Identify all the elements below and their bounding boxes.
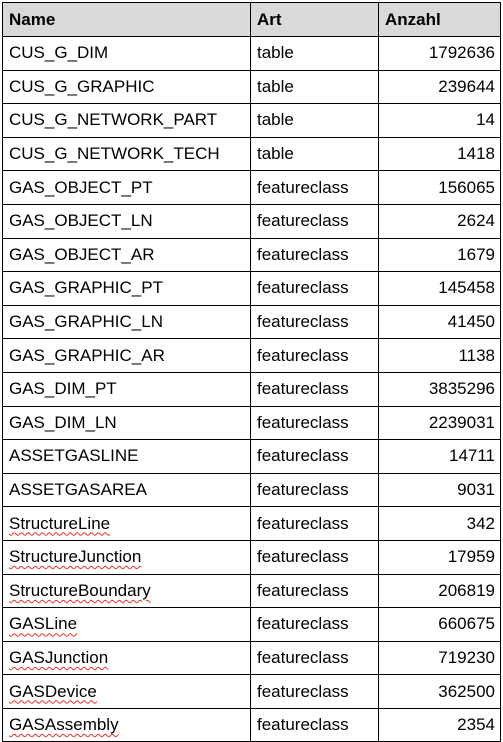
name-text: GAS_DIM_PT [9,379,117,399]
table-row [3,305,501,339]
cell-count: 1679 [379,238,501,272]
cell-art: featureclass [251,305,379,339]
cell-name [3,540,251,574]
cell-art: featureclass [251,440,379,474]
cell-name [3,473,251,507]
cell-count: 41450 [379,305,501,339]
cell-name [3,305,251,339]
cell-count: 1138 [379,339,501,373]
cell-name [3,104,251,138]
table-row [3,204,501,238]
name-text: CUS_G_GRAPHIC [9,76,155,96]
header-art: Art [251,3,379,37]
table-row [3,641,501,675]
cell-art: table [251,37,379,71]
cell-count: 145458 [379,272,501,306]
name-text: GAS_GRAPHIC_PT [9,278,163,298]
name-text: GAS_OBJECT_LN [9,211,153,231]
cell-art: featureclass [251,540,379,574]
cell-name [3,204,251,238]
name-text: StructureLine [9,513,111,533]
cell-count: 2624 [379,204,501,238]
table-row [3,37,501,71]
cell-count: 2354 [379,708,501,742]
name-text: GASJunction [9,647,109,667]
cell-art: featureclass [251,574,379,608]
cell-name [3,641,251,675]
cell-count: 1792636 [379,37,501,71]
table-row [3,507,501,541]
dataset-table [2,2,501,742]
cell-name [3,339,251,373]
cell-art: featureclass [251,708,379,742]
cell-art: featureclass [251,675,379,709]
table-row [3,238,501,272]
table-row [3,574,501,608]
cell-count: 239644 [379,70,501,104]
table-header [3,3,501,37]
cell-count: 14 [379,104,501,138]
cell-art: featureclass [251,608,379,642]
cell-name [3,608,251,642]
name-text: ASSETGASLINE [9,446,139,466]
table-row [3,137,501,171]
cell-name [3,272,251,306]
cell-count: 342 [379,507,501,541]
name-text: GAS_GRAPHIC_LN [9,312,163,332]
cell-count: 660675 [379,608,501,642]
name-text: CUS_G_NETWORK_PART [9,110,218,130]
cell-art: table [251,137,379,171]
name-text: CUS_G_DIM [9,43,109,63]
table-row [3,608,501,642]
cell-art: featureclass [251,339,379,373]
cell-art: featureclass [251,204,379,238]
table-row [3,675,501,709]
cell-name [3,507,251,541]
name-text: GAS_OBJECT_AR [9,244,155,264]
cell-name [3,406,251,440]
cell-name [3,171,251,205]
cell-art: featureclass [251,372,379,406]
header-row [3,3,501,37]
name-text: StructureBoundary [9,580,151,600]
name-text: CUS_G_NETWORK_TECH [9,144,220,164]
cell-count: 17959 [379,540,501,574]
cell-name [3,238,251,272]
name-text: StructureJunction [9,547,142,567]
cell-name [3,37,251,71]
name-text: GASLine [9,614,78,634]
cell-art: featureclass [251,507,379,541]
cell-art: featureclass [251,272,379,306]
table-row [3,171,501,205]
cell-count: 3835296 [379,372,501,406]
table-row [3,440,501,474]
table-row [3,708,501,742]
cell-name [3,440,251,474]
cell-count: 156065 [379,171,501,205]
name-text: ASSETGASAREA [9,480,147,500]
table-row [3,104,501,138]
cell-count: 14711 [379,440,501,474]
cell-name [3,137,251,171]
name-text: GAS_GRAPHIC_AR [9,345,165,365]
table-row [3,473,501,507]
table-row [3,406,501,440]
cell-count: 1418 [379,137,501,171]
cell-art: table [251,70,379,104]
cell-count: 362500 [379,675,501,709]
cell-art: featureclass [251,641,379,675]
cell-art: featureclass [251,171,379,205]
header-name: Name [3,3,251,37]
cell-count: 2239031 [379,406,501,440]
cell-name [3,372,251,406]
cell-art: featureclass [251,406,379,440]
name-text: GASAssembly [9,715,119,735]
cell-art: featureclass [251,473,379,507]
table-row [3,70,501,104]
table-row [3,372,501,406]
cell-count: 9031 [379,473,501,507]
cell-name [3,675,251,709]
table-row [3,272,501,306]
table-row [3,540,501,574]
header-count: Anzahl [379,3,501,37]
cell-name [3,574,251,608]
cell-name [3,70,251,104]
cell-art: featureclass [251,238,379,272]
cell-art: table [251,104,379,138]
cell-count: 206819 [379,574,501,608]
name-text: GAS_DIM_LN [9,412,117,432]
cell-count: 719230 [379,641,501,675]
name-text: GASDevice [9,681,97,701]
name-text: GAS_OBJECT_PT [9,177,153,197]
table-row [3,339,501,373]
table-body [3,37,501,742]
cell-name [3,708,251,742]
